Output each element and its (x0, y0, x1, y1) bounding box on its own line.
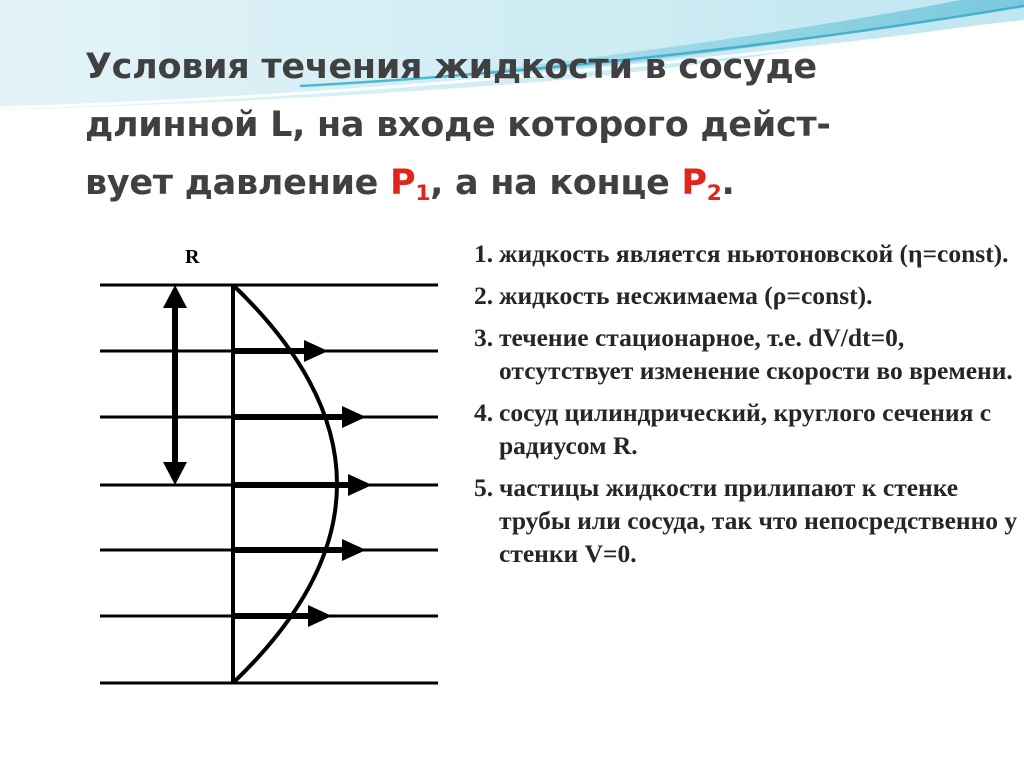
radius-double-arrow (163, 285, 187, 485)
velocity-arrowhead (304, 340, 328, 362)
condition-text: жидкость является ньютоновской (η=const). (499, 239, 1009, 268)
flow-conditions-list (474, 237, 1019, 579)
title-line-3: вует давление (85, 163, 391, 203)
condition-item-5 (474, 471, 1019, 570)
velocity-profile-diagram (90, 238, 450, 698)
pressure-p2 (681, 163, 722, 206)
condition-item-3 (474, 321, 1019, 387)
slide-title (85, 38, 985, 212)
radius-arrowhead-bottom (163, 462, 187, 485)
pressure-p2-letter: P (681, 163, 707, 203)
condition-number: 4. (474, 398, 494, 427)
title-end: . (721, 163, 735, 203)
title-line-1: Условия течения жидкости в сосуде (85, 47, 817, 87)
pressure-p2-subscript: 2 (706, 181, 722, 206)
title-mid: , а на конце (430, 163, 682, 203)
velocity-arrows (233, 340, 372, 627)
title-line-2: длинной L, на входе которого дейст- (85, 105, 831, 145)
pressure-p1 (390, 163, 431, 206)
condition-number: 3. (474, 323, 494, 352)
condition-item-1 (474, 237, 1019, 270)
pressure-p1-subscript: 1 (415, 181, 431, 206)
condition-text: частицы жидкости прилипают к стенке трубы или сосуда, так что непосредственно у стенки V=0. (499, 473, 1018, 568)
condition-number: 2. (474, 281, 494, 310)
condition-number: 1. (474, 239, 494, 268)
condition-text: жидкость несжимаема (ρ=const). (499, 281, 873, 310)
velocity-arrowhead (348, 474, 372, 496)
condition-text: сосуд цилиндрический, круглого сечения с радиусом R. (499, 398, 992, 460)
condition-item-2 (474, 279, 1019, 312)
velocity-arrowhead (342, 539, 366, 561)
radius-label: R (185, 246, 200, 268)
velocity-arrowhead (308, 605, 332, 627)
pressure-p1-letter: P (390, 163, 416, 203)
radius-arrowhead-top (163, 285, 187, 308)
condition-item-4 (474, 396, 1019, 462)
condition-number: 5. (474, 473, 494, 502)
condition-text: течение стационарное, т.е. dV/dt=0, отсутствует изменение скорости во времени. (499, 323, 1013, 385)
velocity-arrowhead (342, 406, 366, 428)
